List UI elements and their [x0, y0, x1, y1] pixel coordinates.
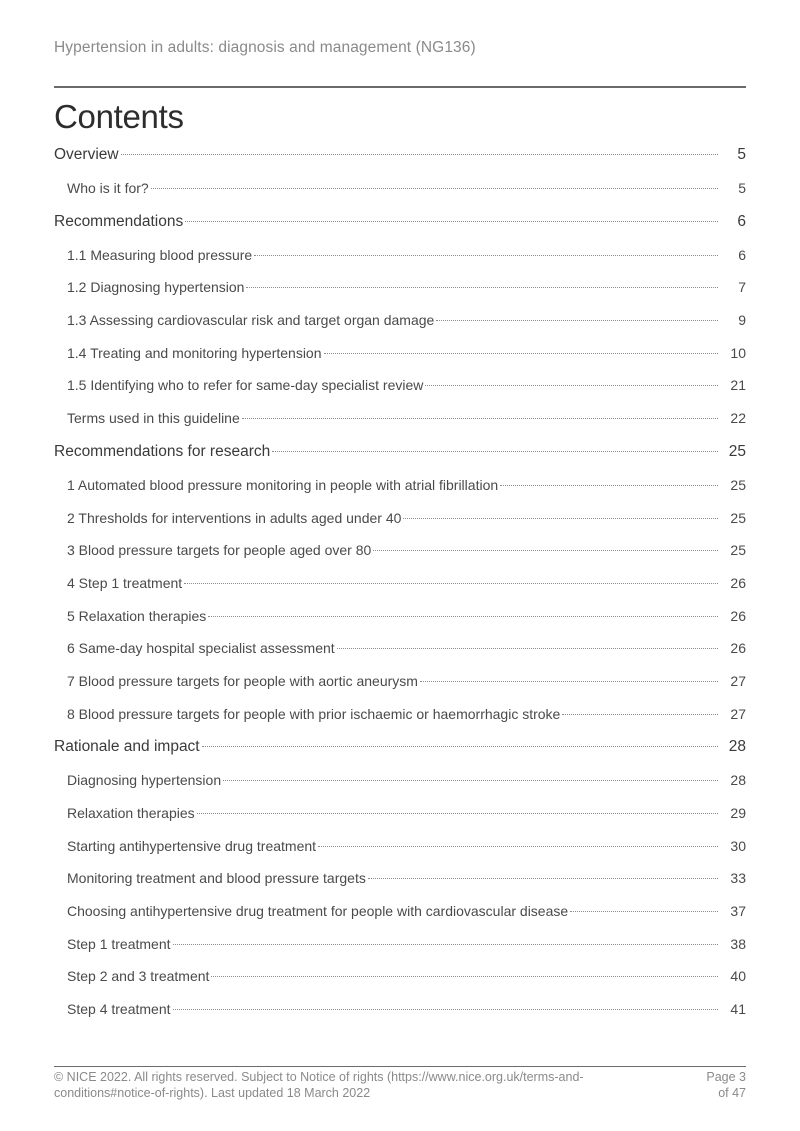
toc-dot-leader — [500, 485, 718, 486]
toc-entry-page-number[interactable]: 28 — [730, 772, 746, 789]
toc-entry-label[interactable]: Who is it for? — [67, 180, 149, 196]
toc-entry[interactable] — [54, 738, 746, 772]
footer-page-line-2: of 47 — [718, 1086, 746, 1100]
toc-entry-label[interactable]: Relaxation therapies — [67, 805, 195, 821]
toc-entry-label[interactable]: Starting antihypertensive drug treatment — [67, 837, 317, 854]
toc-entry-page-number[interactable]: 37 — [730, 903, 746, 920]
toc-entry-page-number[interactable]: 26 — [730, 574, 746, 591]
toc-dot-leader — [562, 714, 718, 715]
toc-entry[interactable] — [54, 936, 746, 969]
toc-dot-leader — [368, 878, 718, 879]
toc-entry-page-number[interactable]: 25 — [730, 542, 746, 559]
toc-dot-leader — [337, 648, 718, 649]
toc-entry[interactable] — [54, 870, 746, 903]
toc-entry-label[interactable]: Terms used in this guideline — [67, 410, 240, 427]
toc-entry-page-number[interactable]: 40 — [730, 968, 746, 985]
toc-entry[interactable] — [54, 608, 746, 641]
footer-page-line-1: Page 3 — [706, 1070, 746, 1084]
toc-entry-page-number[interactable]: 7 — [738, 279, 746, 296]
toc-dot-leader — [318, 846, 718, 847]
toc-entry-page-number[interactable]: 29 — [730, 805, 746, 821]
toc-entry[interactable] — [54, 510, 746, 543]
toc-entry-label[interactable]: 7 Blood pressure targets for people with aortic aneurysm — [67, 672, 418, 689]
toc-entry-label[interactable]: 1 Automated blood pressure monitoring in people with atrial fibrillation — [67, 476, 499, 493]
toc-dot-leader — [151, 188, 718, 189]
header-divider — [54, 86, 746, 88]
toc-entry[interactable] — [54, 640, 746, 673]
footer-copyright-line-2: conditions#notice-of-rights). Last updated 18 March 2022 — [54, 1086, 371, 1100]
toc-entry-page-number[interactable]: 22 — [730, 410, 746, 427]
toc-entry-label[interactable]: Recommendations — [54, 212, 184, 230]
toc-dot-leader — [211, 976, 718, 977]
toc-entry[interactable] — [54, 772, 746, 805]
toc-entry-page-number[interactable]: 25 — [730, 509, 746, 526]
toc-entry[interactable] — [54, 410, 746, 443]
toc-dot-leader — [373, 550, 718, 551]
toc-entry-label[interactable]: Step 2 and 3 treatment — [67, 968, 210, 985]
footer-page-number — [666, 1069, 746, 1101]
toc-dot-leader — [197, 813, 718, 814]
toc-dot-leader — [184, 583, 718, 584]
toc-dot-leader — [246, 287, 718, 288]
toc-dot-leader — [242, 418, 718, 419]
toc-dot-leader — [223, 780, 718, 781]
toc-entry-label[interactable]: 2 Thresholds for interventions in adults aged under 40 — [67, 509, 402, 526]
toc-entry-page-number[interactable]: 9 — [738, 312, 746, 329]
toc-entry-label[interactable]: Monitoring treatment and blood pressure targets — [67, 870, 366, 887]
toc-dot-leader — [121, 154, 718, 155]
toc-entry[interactable] — [54, 443, 746, 477]
toc-entry-page-number[interactable]: 38 — [730, 935, 746, 952]
toc-entry-page-number[interactable]: 6 — [737, 212, 746, 230]
toc-entry[interactable] — [54, 1001, 746, 1034]
table-of-contents — [54, 146, 746, 1034]
toc-entry-label[interactable]: 6 Same-day hospital specialist assessment — [67, 640, 335, 657]
toc-entry-label[interactable]: Rationale and impact — [54, 738, 200, 756]
footer-copyright — [54, 1069, 634, 1101]
toc-entry[interactable] — [54, 180, 746, 213]
toc-entry[interactable] — [54, 377, 746, 410]
toc-entry[interactable] — [54, 706, 746, 739]
footer-copyright-line-1: © NICE 2022. All rights reserved. Subject to Notice of rights (https://www.nice.org.uk/terms-and- — [54, 1070, 584, 1084]
toc-entry-page-number[interactable]: 21 — [730, 377, 746, 394]
toc-dot-leader — [208, 616, 718, 617]
toc-entry[interactable] — [54, 213, 746, 247]
toc-dot-leader — [254, 255, 718, 256]
document-page — [54, 0, 746, 1131]
footer-divider — [54, 1066, 746, 1067]
toc-entry-page-number[interactable]: 10 — [730, 344, 746, 361]
toc-entry-page-number[interactable]: 25 — [730, 476, 746, 493]
toc-entry-page-number[interactable]: 25 — [728, 442, 746, 460]
toc-dot-leader — [173, 944, 718, 945]
toc-entry[interactable] — [54, 673, 746, 706]
toc-entry-label[interactable]: 3 Blood pressure targets for people aged over 80 — [67, 542, 372, 559]
toc-dot-leader — [173, 1009, 718, 1010]
toc-entry-page-number[interactable]: 30 — [730, 837, 746, 854]
toc-entry[interactable] — [54, 575, 746, 608]
toc-entry-page-number[interactable]: 5 — [738, 180, 746, 196]
page-title: Contents — [54, 98, 184, 135]
toc-entry-page-number[interactable]: 27 — [730, 705, 746, 722]
toc-entry-page-number[interactable]: 27 — [730, 672, 746, 689]
toc-entry-page-number[interactable]: 26 — [730, 607, 746, 624]
toc-entry-label[interactable]: Step 4 treatment — [67, 1001, 171, 1018]
toc-entry[interactable] — [54, 542, 746, 575]
toc-entry-page-number[interactable]: 33 — [730, 870, 746, 887]
toc-dot-leader — [324, 353, 719, 354]
toc-entry-label[interactable]: Diagnosing hypertension — [67, 772, 222, 789]
toc-dot-leader — [403, 518, 718, 519]
toc-entry-page-number[interactable]: 6 — [738, 246, 746, 263]
toc-entry-label[interactable]: Recommendations for research — [54, 442, 271, 460]
toc-entry-label[interactable]: Step 1 treatment — [67, 935, 171, 952]
toc-dot-leader — [425, 385, 718, 386]
toc-dot-leader — [185, 221, 718, 222]
toc-dot-leader — [570, 911, 718, 912]
toc-entry[interactable] — [54, 477, 746, 510]
toc-entry[interactable] — [54, 903, 746, 936]
toc-entry[interactable] — [54, 838, 746, 871]
toc-entry-label[interactable]: 5 Relaxation therapies — [67, 607, 207, 624]
toc-entry-label[interactable]: Overview — [54, 146, 119, 163]
toc-entry-label[interactable]: 1.2 Diagnosing hypertension — [67, 279, 245, 296]
toc-entry-label[interactable]: Choosing antihypertensive drug treatment for people with cardiovascular disease — [67, 903, 569, 920]
toc-entry-label[interactable]: 1.1 Measuring blood pressure — [67, 246, 253, 263]
toc-dot-leader — [436, 320, 718, 321]
toc-entry[interactable] — [54, 312, 746, 345]
toc-entry[interactable] — [54, 247, 746, 280]
toc-entry-label[interactable]: 1.4 Treating and monitoring hypertension — [67, 344, 322, 361]
running-header: Hypertension in adults: diagnosis and management (NG136) — [54, 39, 476, 56]
toc-entry[interactable] — [54, 345, 746, 378]
toc-entry[interactable] — [54, 968, 746, 1001]
toc-entry[interactable] — [54, 805, 746, 838]
toc-dot-leader — [420, 681, 718, 682]
toc-entry-label[interactable]: 1.5 Identifying who to refer for same-day specialist review — [67, 377, 424, 394]
toc-entry-page-number[interactable]: 5 — [737, 146, 746, 163]
toc-entry-label[interactable]: 8 Blood pressure targets for people with prior ischaemic or haemorrhagic stroke — [67, 705, 561, 722]
toc-entry-page-number[interactable]: 41 — [730, 1001, 746, 1018]
toc-entry[interactable] — [54, 146, 746, 180]
toc-entry-label[interactable]: 4 Step 1 treatment — [67, 574, 183, 591]
toc-entry-label[interactable]: 1.3 Assessing cardiovascular risk and target organ damage — [67, 312, 435, 329]
toc-dot-leader — [202, 746, 718, 747]
toc-entry-page-number[interactable]: 26 — [730, 640, 746, 657]
toc-dot-leader — [272, 451, 718, 452]
toc-entry[interactable] — [54, 279, 746, 312]
toc-entry-page-number[interactable]: 28 — [728, 738, 746, 756]
